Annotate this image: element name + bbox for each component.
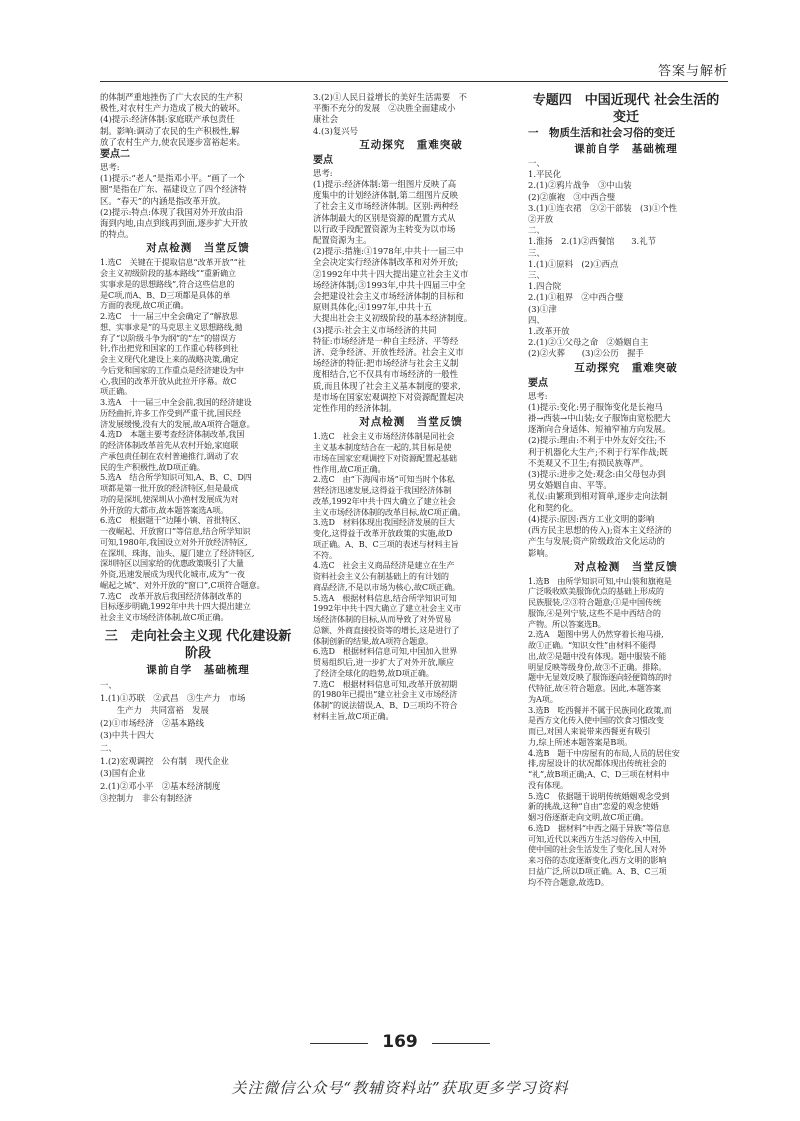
section-title: 一 物质生活和社会习俗的变迁 [528,127,675,139]
practice-answers: 1.选C 社会主义市场经济体制是同社会 主义基本制度结合在一起的,其目标是使 市场在国家宏观调控下对资源配置起基础 性作用,故C项正确。 2.选C 由“下海闯市场”可知当时个体私 营经济迅速发展,这得益于我国经济体制 改革,1992年中共十四大确立了建立社会 主义市场经济体制的改革目标,故C项正确。 3.选D 材料体现出我国经济发展的巨大 变化,这得益于改革开放政策的实施,故D 项正确。A、B、C三项的表述与材料主旨 不符。 4.选C 社会主义商品经济是建立在生产 资料社会主义公有制基础上的有计划的 商品经济,不是以市场为核心,故C项正确。 5.选A 根据材料信息,结合所学知识可知 1992年中共十四大确立了建立社会主义市 场经济体制的目标,从而导致了对外贸易 总额、外商直接投资等的增长,这是进行了 体制创新的结果,故A项符合题意。 6.选D 根据材料信息可知,中国加入世界 贸易组织后,进一步扩大了对外开放,顺应 了经济全球化的趋势,故D项正确。 7.选C 根据材料信息可知,改革开放初期 的1980年已提出“建立社会主义市场经济 体制”的说法错误,A、B、D三项均不符合 材料主旨,故C项正确。 [313,431,466,721]
key-point-2-heading: 要点二 [100,149,130,161]
section-heading-explore: 互动探究 重难突破 [574,361,678,374]
lesson-title: 三 走向社会主义现 代化建设新阶段 [104,628,292,661]
column-middle [313,92,509,1014]
page-number-rule-right [432,1043,490,1044]
footer-notice: 关注微信公众号“教辅资料站”获取更多学习资料 [231,1079,569,1097]
practice-answers: 1.选B 由所学知识可知,中山装和旗袍是 广泛吸收欧美服饰优点的基础上形成的 民族服装,②③符合题意;①是中国传统 服饰,④是列宁装,这些不是中西结合的 产物。所以答案选B。 2.选A 题图中男人仍然穿着长袍马褂, 故①正确。“知识女性”由材料不能得 出,故②是题中没有体现。题中服装不能 明显反映等级身份,故③不正确。排除。 题中无显效反映了服饰逐向轻便简练的时 代特征,故④符合题意。因此,本题答案 为A项。 3.选B 吃西餐并不属于民族同化政策,而 是西方文化传入使中国的饮食习惯改变 而已,对国人来说带来西餐更有吸引 力,综上所述本题答案是B项。 4.选B 题干中房屋有的布局,人员的居住安 排,房屋设计的状况都体现出传统社会的 “礼”,故B项正确;A、C、D三项在材料中 没有体现。 5.选C 依据题干说明传统婚姻观念受到 新的挑战,这种“自由”恋爱的观念使婚 姻习俗逐渐走向文明,故C项正确。 6.选D 据材料“中西之隔于异族”等信息 可知,近代以来西方生活习俗传入中国, 使中国的社会生活发生了变化,国人对外 来习俗的态度逐渐变化,西方文明的影响 日益广泛,所以D项正确。A、B、C三项 均不符合题意,故选D。 [528,575,680,887]
preview-answers-continued: 3.(2)①人民日益增长的美好生活需要 不 平衡不充分的发展 ②决胜全面建成小 康社会 4.(3)复兴号 [313,92,467,136]
topic-title: 专题四 中国近现代 社会生活的变迁 [532,93,720,125]
header-title: 答案与解析 [657,64,728,79]
section-heading-practice: 对点检测 当堂反馈 [359,416,463,429]
key-point-heading: 要点 [528,377,548,389]
page-number-area [310,1032,490,1056]
section-heading-preview: 课前自学 基础梳理 [146,663,250,676]
practice-answers: 1.选C 关键在于提取信息“改革开放”“社 会主义初级阶段的基本路线”“重新确立 实事求是的思想路线”,符合这些信息的 是C项,而A、B、D三项都是具体的单 方面的表现,故C项正确。 2.选C 十一届三中全会确定了“解放思 想、实事求是”的马克思主义思想路线,拋 弃了“以阶级斗争为纲”的“左”的错误方 针,作出把党和国家的工作重心转移到社 会主义现代化建设上来的战略决策,确定 今后党和国家的工作重点是经济建设为中 心,我国的改革开放从此拉开序幕。故C 项正确。 3.选A 十一届三中全会前,我国的经济建设 历经曲折,许多工作受到严重干扰,国民经 济发展缓慢,没有大的发展,故A项符合题意。 4.选D 本题主要考查经济体制改革,我国 的经济体制改革首先从农村开始,家庭联 产承包责任制在农村普遍推行,调动了农 民的生产积极性,故D项正确。 5.选A 结合所学知识可知,A、B、C、D四 项都是第一批开放的经济特区,但是最成 功的是深圳,使深圳从小渔村发展成为对 外开放的大都市,故本题答案选A项。 6.选C 根据题干“边陲小镇、首批特区、 一夜崛起、开放窗口”等信息,结合所学知识 可知,1980年,我国设立对外开放经济特区, 在深圳、珠海、汕头、厦门建立了经济特区, 深圳特区以国家给的优惠政策吸引了大量 外资,迅速发展成为现代化城市,成为“一夜 崛起之城”、对外开放的“窗口”,C项符合题意。 7.选C 改革开放后我国经济体制改革的 目标逐步明确,1992年中共十四大提出建立 社会主义市场经济体制,故C项正确。 [100,257,265,623]
page-header [100,52,728,82]
section-heading-explore: 互动探究 重难突破 [359,138,463,151]
preview-answers: 一、 1.平民化 2.(1)②鸦片战争 ③中山装 (2)②旗袍 ③中西合璧 3.(1)①连衣裙 ②②干部装 (3)①个性 ②开放 二、 1.淮扬 2.(1)②西餐馆 3.礼节 三、 1.(1)①原料 (2)①西点 三、 1.四合院 2.(1)①租界 ②中西合璧 (3)①津 四、 1.改革开放 2.(1)②①父母之命 ②婚姻自主 (2)②火葬 (3)②公历 握手 [528,158,677,359]
section-heading-preview: 课前自学 基础梳理 [574,143,678,155]
section-heading-practice: 对点检测 当堂反馈 [146,242,250,255]
thinking-answers: 思考: (1)提示:经济体制:第一组图片反映了高 度集中的计划经济体制,第二组图片反映 了社会主义市场经济体制。区别:两种经 济体制最大的区别是资源的配置方式从 以行政手段配置资源为主转变为以市场 配置资源为主。 (2)提示:措施:①1978年,中共十一届三中 全会决定实行经济体制改革和对外开放; ②1992年中共十四大提出建立社会主义市 场经济体制;③1993年,中共十四届三中全 会把建设社会主义市场经济体制的目标和 原则具体化;④1997年,中共十五 大提出社会主义初级阶段的基本经济制度。 (3)提示:社会主义市场经济的共同 特征:市场经济是一种自主经济、平等经 济、竞争经济、开放性经济。社会主义市 场经济的特征:把市场经济与社会主义制 度相结合,它不仅具有市场经济的一般性 质,而且体现了社会主义基本制度的要求, 是市场在国家宏观调控下对资源配置起决 定性作用的经济体制。 [313,167,473,414]
thinking-answers: 思考: (1)提示:变化:男子服饰变化是长袍马 褂→西装→中山装;女子服饰由宽松肥大 逐渐向合身适体、短袖窄袖方向发展。 (2)提示:理由:不利于中外友好交往;不 利于机器化大生产;不利于行军作战;既 不美观又不卫生;有损民族尊严。 (3)提示:进步之处:观念:由父母包办到 男女婚姻自由、平等。 礼仪:由繁琐到相对简单,逐步走向法制 化和契约化。 (4)提示:原因:西方工业文明的影响 (西方民主思想的传入);资本主义经济的 产生与发展;资产阶级政治文化运动的 影响。 [528,390,672,558]
column-right [528,92,724,934]
page-number: 169 [382,1032,418,1052]
column-left [100,92,296,1014]
answer-continuation: 的体制严重地挫伤了广大农民的生产积 极性,对农村生产力造成了极大的破坏。 (4)提示:经济体制:家庭联产承包责任 制。影响:调动了农民的生产积极性,解 放了农村生产力,使农民逐步富裕起来。 [100,92,246,147]
preview-answers: 一、 1.(1)①苏联 ②武昌 ③生产力 市场 生产力 共同富裕 发展 (2)①市场经济 ②基本路线 (3)中共十四大 二、 1.(2)宏观调控 公有制 现代企业 (3)国有企业 2.(1)②邓小平 ②基本经济制度 ③控制力 非公有制经济 [100,679,246,804]
header-rule [100,81,728,82]
section-heading-practice: 对点检测 当堂反馈 [574,560,678,573]
thinking-answers: 思考: (1)提示:“老人”是指邓小平。“画了一个 圈”是指在广东、福建设立了四个经济特 区。“春天”的内涵是指改革开放。 (2)提示:特点:体现了我国对外开放由沿 海到内地,由点到线再到面,逐步扩大开放 的特点。 [100,162,248,240]
key-point-heading: 要点 [313,154,333,166]
